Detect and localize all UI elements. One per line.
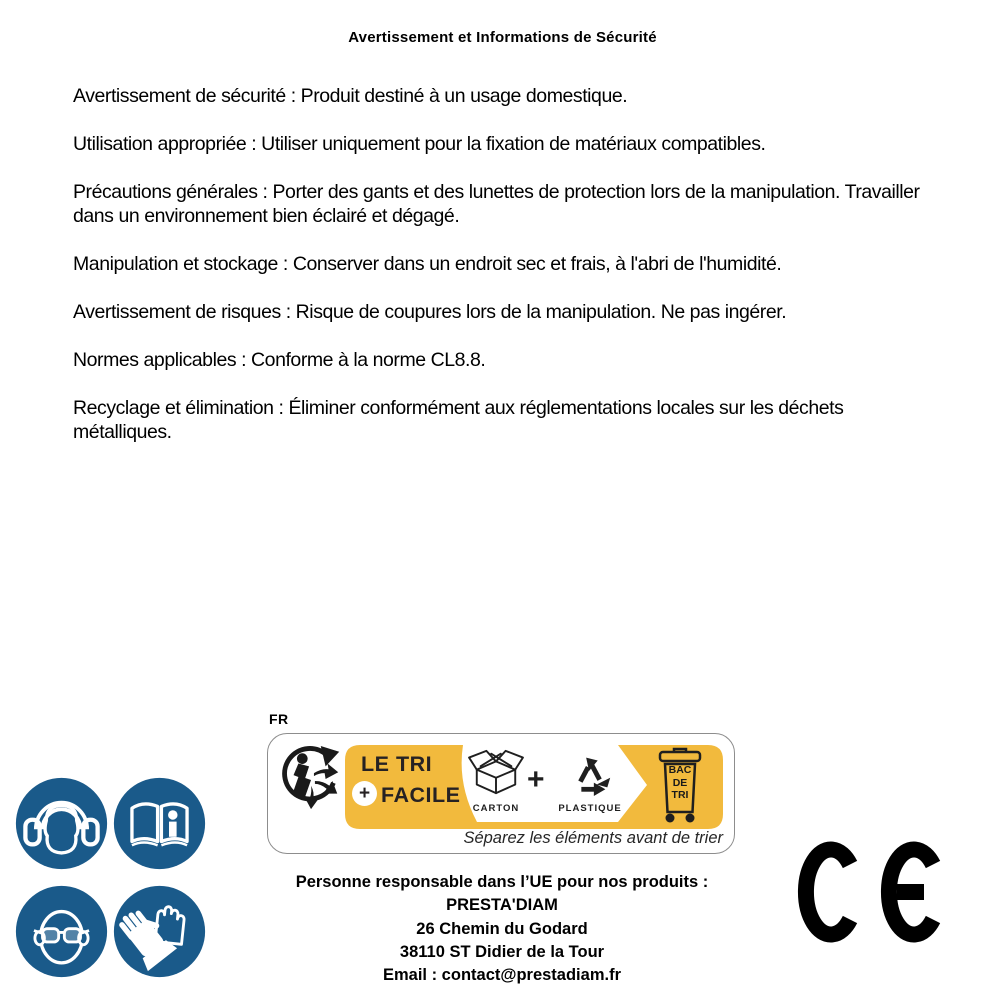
ce-mark-icon [797, 840, 947, 944]
bin-text-line: BAC [668, 764, 692, 776]
safety-pictograms [14, 776, 207, 979]
read-instructions-icon [112, 776, 207, 871]
safety-text-block [73, 84, 921, 468]
sorting-bin [657, 745, 703, 827]
country-code: FR [269, 711, 289, 727]
headline-facile: FACILE [381, 783, 461, 807]
cardboard-box-icon [467, 747, 525, 797]
paragraph-recycling-disposal: Recyclage et élimination : Éliminer conformément aux réglementations locales sur les déchets métalliques. [73, 397, 844, 443]
page-title: Avertissement et Informations de Sécurité [348, 29, 657, 46]
materials-plus-sign: + [527, 763, 545, 796]
material-carton-label: CARTON [472, 803, 520, 814]
company-name: PRESTA'DIAM [446, 896, 558, 915]
material-plastique-label: PLASTIQUE [558, 803, 622, 814]
paragraph-general-precautions: Précautions générales : Porter des gants et des lunettes de protection lors de la manipulation. Travailler dans un environnement bien éclairé et dégagé. [73, 181, 920, 227]
wear-ear-protection-icon [14, 776, 109, 871]
recycling-arrows-icon [565, 747, 615, 797]
paragraph-safety-warning: Avertissement de sécurité : Produit destiné à un usage domestique. [73, 85, 628, 107]
triman-recycling-icon [278, 743, 346, 815]
paragraph-appropriate-use: Utilisation appropriée : Utiliser uniquement pour la fixation de matériaux compatibles. [73, 133, 766, 155]
plus-circle-icon: + [352, 781, 377, 806]
bin-text-line: DE [672, 776, 688, 789]
headline-le-tri: LE TRI [361, 752, 433, 776]
wear-protective-gloves-icon [112, 884, 207, 979]
address-street: 26 Chemin du Godard [416, 919, 588, 938]
responsible-person-block [252, 871, 752, 987]
material-plastique [555, 747, 625, 814]
paragraph-handling-storage: Manipulation et stockage : Conserver dans un endroit sec et frais, à l'abri de l'humidité. [73, 253, 782, 275]
contact-email: Email : contact@prestadiam.fr [383, 966, 621, 985]
sorting-instruction: Séparez les éléments avant de trier [463, 829, 723, 847]
bin-text-line: TRI [671, 789, 689, 801]
recycling-info-label [267, 733, 735, 854]
material-carton [461, 747, 531, 814]
bin-text [657, 764, 703, 802]
address-city: 38110 ST Didier de la Tour [399, 942, 605, 961]
paragraph-risk-warning: Avertissement de risques : Risque de coupures lors de la manipulation. Ne pas ingérer. [73, 301, 787, 323]
responsible-line: Personne responsable dans l’UE pour nos produits : [295, 873, 709, 891]
wear-eye-protection-icon [14, 884, 109, 979]
paragraph-applicable-standards: Normes applicables : Conforme à la norme CL8.8. [73, 349, 486, 371]
